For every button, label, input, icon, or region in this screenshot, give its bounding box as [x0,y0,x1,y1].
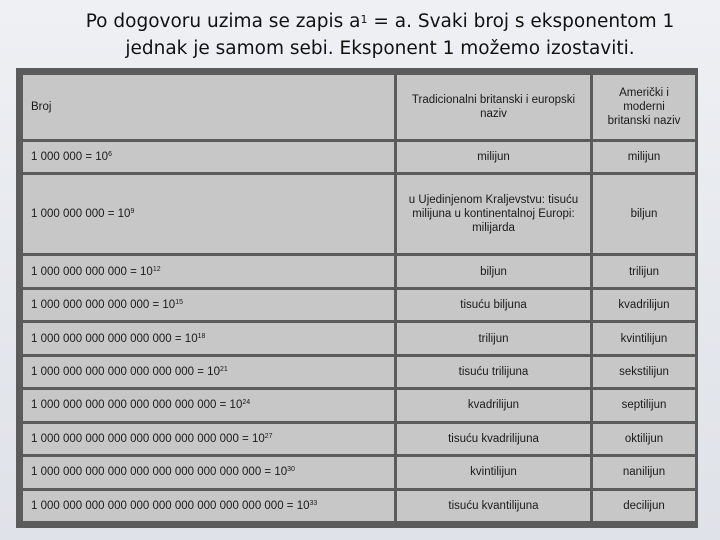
american-cell: sekstilijun [593,357,695,387]
number-cell: 1 000 000 000 000 000 000 000 000 000 000 $000 = 10^{33}$ [23,491,394,522]
table-row [23,256,695,286]
number-cell: 1 000 000 000 $000 = 10^{12}$ [23,256,394,286]
american-cell: milijun [593,142,695,172]
number-cell: 1 000 000 000 000 000 000 000 000 000 $000 = 10^{30}$ [23,457,394,487]
american-cell: decilijun [593,491,695,522]
number-cell: 1 000 $000 = 10^6$ [23,142,394,172]
american-cell: biljun [593,175,695,253]
traditional-cell: milijun [397,142,590,172]
table-row [23,142,695,172]
number-cell: 1 000 000 000 000 000 000 000 000 $000 = 10^{27}$ [23,424,394,454]
number-names-table-frame [16,68,698,528]
heading-line-1 [40,8,720,35]
traditional-cell: kvadrilijun [397,390,590,420]
american-cell: kvadrilijun [593,290,695,320]
table-row [23,357,695,387]
traditional-cell: tisuću kvantilijuna [397,491,590,522]
number-cell: 1 000 000 000 000 000 000 000 $000 = 10^{24}$ [23,390,394,420]
header-traditional: Tradicionalni britanski i europski naziv [397,75,590,139]
table-row [23,457,695,487]
traditional-cell: u Ujedinjenom Kraljevstvu: tisuću milijuna u kontinentalnoj Europi: milijarda [397,175,590,253]
number-cell: 1 000 000 000 000 000 $000 = 10^{18}$ [23,323,394,353]
american-cell: septilijun [593,390,695,420]
american-cell: oktilijun [593,424,695,454]
slide-heading [40,8,720,62]
number-cell: 1 000 000 000 000 000 000 $000 = 10^{21}$ [23,357,394,387]
table-row [23,491,695,522]
heading-text-b: = a. Svaki broj s eksponentom 1 [367,11,675,32]
heading-line-2: jednak je samom sebi. Eksponent 1 možemo izostaviti. [125,38,635,59]
number-cell: 1 000 000 $000 = 10^9$ [23,175,394,253]
header-american: Američki i moderni britanski naziv [593,75,695,139]
traditional-cell: tisuću biljuna [397,290,590,320]
traditional-cell: kvintilijun [397,457,590,487]
traditional-cell: tisuću kvadrilijuna [397,424,590,454]
american-cell: kvintilijun [593,323,695,353]
american-cell: trilijun [593,256,695,286]
heading-text-a: Po dogovoru uzima se zapis a [85,11,361,32]
header-number: Broj [23,75,394,139]
heading-superscript: 1 [360,13,368,26]
table-row [23,390,695,420]
table-header-row [23,75,695,139]
number-cell: 1 000 000 000 000 $000 = 10^{15}$ [23,290,394,320]
table-row [23,175,695,253]
traditional-cell: biljun [397,256,590,286]
number-names-table [20,72,698,524]
traditional-cell: tisuću trilijuna [397,357,590,387]
traditional-cell: trilijun [397,323,590,353]
american-cell: nanilijun [593,457,695,487]
table-row [23,323,695,353]
table-row [23,290,695,320]
table-row [23,424,695,454]
